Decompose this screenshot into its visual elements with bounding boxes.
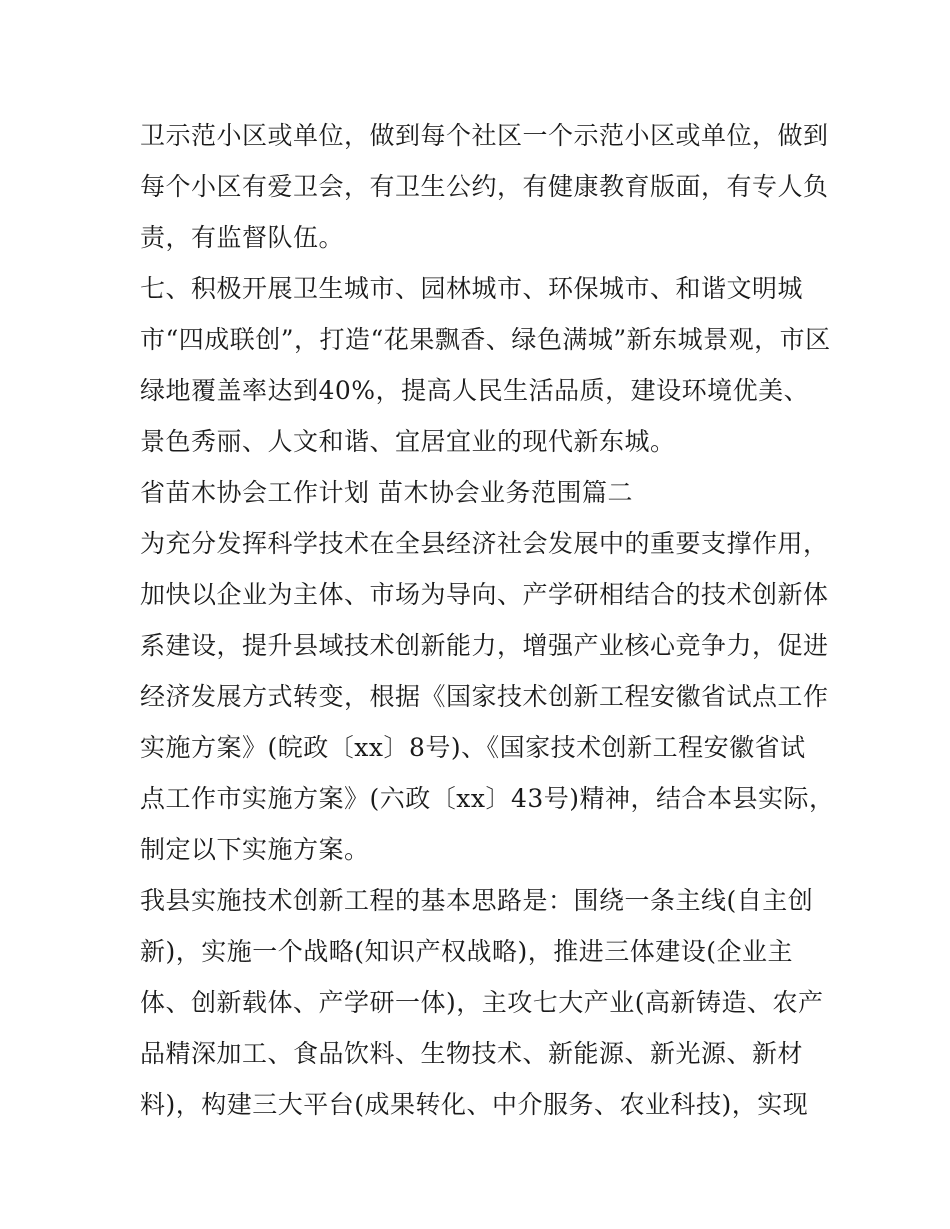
text-line: 加快以企业为主体、市场为导向、产学研相结合的技术创新体 <box>140 580 829 609</box>
text-line: 每个小区有爱卫会，有卫生公约，有健康教育版面，有专人负 <box>140 172 829 201</box>
text-line: 卫示范小区或单位，做到每个社区一个示范小区或单位，做到 <box>140 121 829 150</box>
text-line: 为充分发挥科学技术在全县经济社会发展中的重要支撑作用， <box>140 529 829 558</box>
text-line: 实施方案》(皖政〔xx〕8号)、《国家技术创新工程安徽省试 <box>140 733 806 762</box>
text-line: 新)，实施一个战略(知识产权战略)，推进三体建设(企业主 <box>140 937 794 966</box>
text-line: 责，有监督队伍。 <box>140 223 345 252</box>
text-line: 景色秀丽、人文和谐、宜居宜业的现代新东城。 <box>140 427 676 456</box>
text-line: 我县实施技术创新工程的基本思路是：围绕一条主线(自主创 <box>140 886 814 915</box>
section-heading: 省苗木协会工作计划 苗木协会业务范围篇二 <box>140 478 633 507</box>
text-line: 点工作市实施方案》(六政〔xx〕43号)精神，结合本县实际， <box>140 784 835 813</box>
text-line: 料)，构建三大平台(成果转化、中介服务、农业科技)，实现 <box>140 1090 809 1119</box>
text-line: 绿地覆盖率达到40%，提高人民生活品质，建设环境优美、 <box>140 376 810 405</box>
text-line: 体、创新载体、产学研一体)，主攻七大产业(高新铸造、农产 <box>140 988 824 1017</box>
text-line: 七、积极开展卫生城市、园林城市、环保城市、和谐文明城 <box>140 274 804 303</box>
text-line: 制定以下实施方案。 <box>140 835 370 864</box>
text-line: 经济发展方式转变，根据《国家技术创新工程安徽省试点工作 <box>140 682 829 711</box>
text-line: 市“四成联创”，打造“花果飘香、绿色满城”新东城景观，市区 <box>140 325 831 354</box>
text-line: 品精深加工、食品饮料、生物技术、新能源、新光源、新材 <box>140 1039 804 1068</box>
text-line: 系建设，提升县域技术创新能力，增强产业核心竞争力，促进 <box>140 631 829 660</box>
document-body <box>140 110 835 1130</box>
